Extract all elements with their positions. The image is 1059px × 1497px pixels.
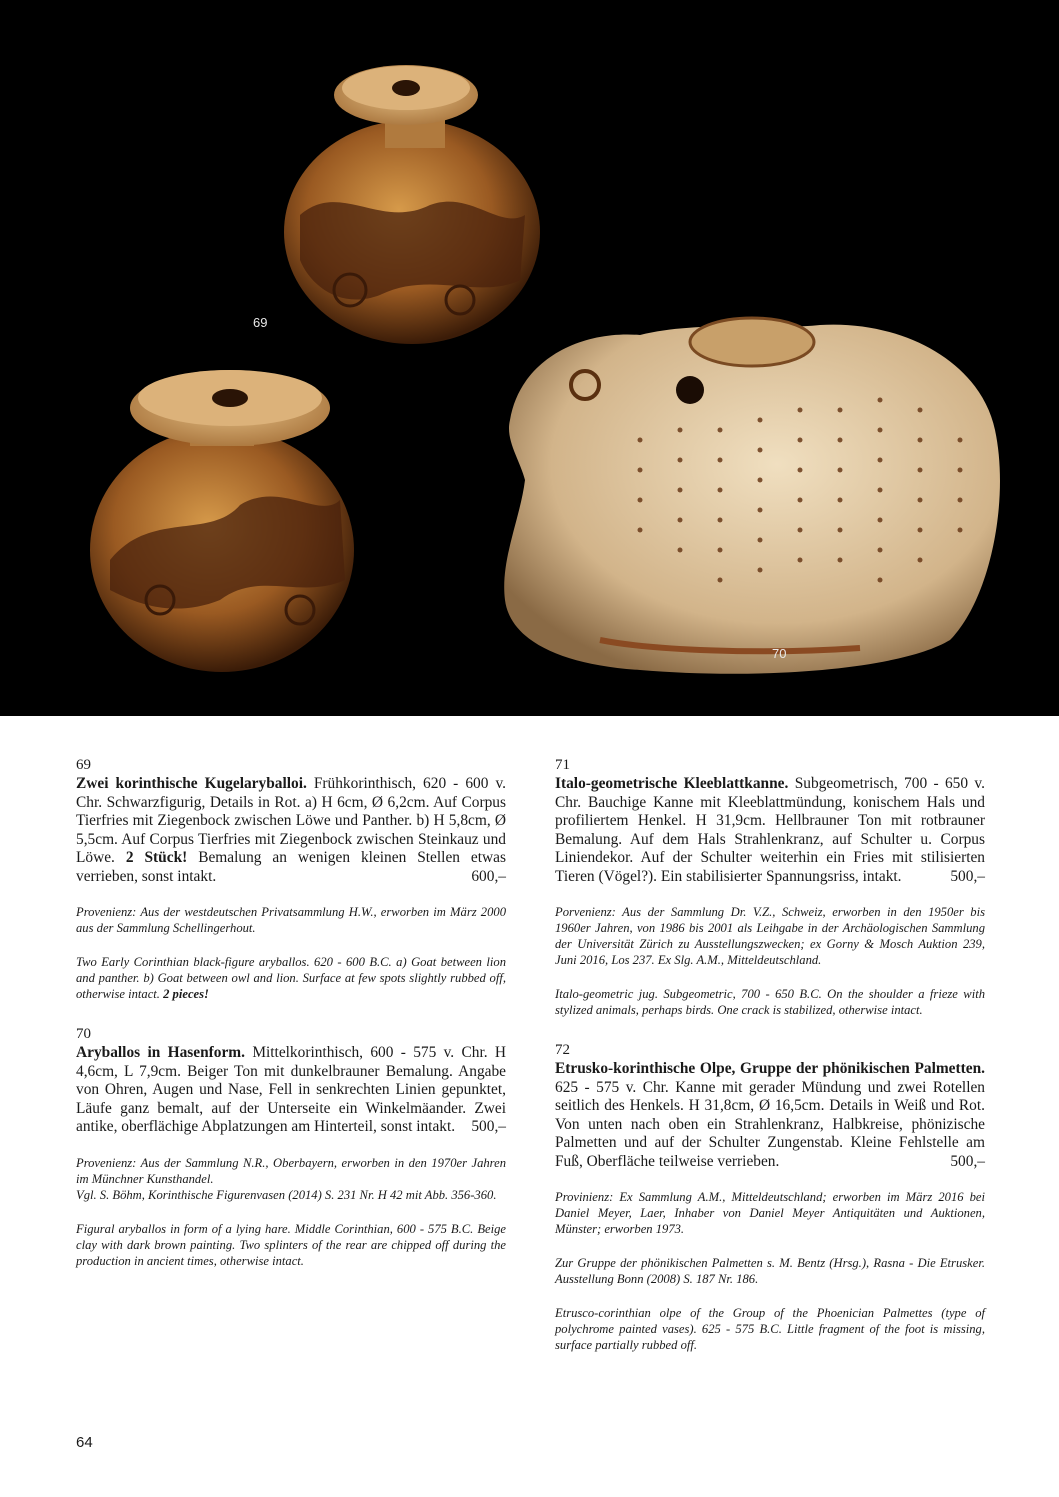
lot-72: [555, 1040, 985, 1353]
lot-provenance: Provinienz: Ex Sammlung A.M., Mitteldeutschland; erworben im März 2016 bei Daniel Meyer, Laer, Inhaber von Daniel Meyer Antiquitäten und Auktionen, Münster; erworben 1973.: [555, 1190, 985, 1236]
provenance-text: Provenienz: Aus der Sammlung N.R., Oberbayern, erworben in den 1970er Jahren im Münchner Kunsthandel.: [76, 1155, 506, 1186]
lot-english: Etrusco-corinthian olpe of the Group of the Phoenician Palmettes (type of polychrome painted vases). 625 - 575 B.C. Little fragment of the foot is missing, surface partially rubbed off.: [555, 1306, 985, 1352]
lot-title: Etrusko-korinthische Olpe, Gruppe der phönikischen Palmetten.: [555, 1060, 985, 1077]
lot-description: [76, 775, 506, 886]
lot-provenance: Provenienz: Aus der westdeutschen Privatsammlung H.W., erworben im März 2000 aus der Sammlung Schellingerhout.: [76, 905, 506, 935]
lot-70: [76, 1024, 506, 1269]
lot-price: 500,–: [950, 867, 985, 885]
lot-number: 72: [555, 1042, 570, 1058]
lot-price: 600,–: [471, 867, 506, 885]
lot-description: [76, 1044, 506, 1137]
lot-text: Subgeometrisch, 700 - 650 v. Chr. Bauchige Kanne mit Kleeblattmündung, konischem Hals und profiliertem Henkel. H 31,9cm. Hellbrauner Ton mit rotbrauner Bemalung. Auf dem Hals Strahlenkranz, auf Schulter u. Corpus Liniendekor. Auf der Schulter weiterhin ein Fries mit stilisierten Tieren (Vögel?). Ein stabilisierter Spannungsriss, intakt.: [555, 775, 985, 885]
lot-english: Figural aryballos in form of a lying hare. Middle Corinthian, 600 - 575 B.C. Beige clay with dark brown painting. Two splinters of the rear are chipped off during the production in ancient times, otherwise intact.: [76, 1221, 506, 1268]
lot-text: 625 - 575 v. Chr. Kanne mit gerader Mündung und zwei Rotellen seitlich des Henkels. H 31,8cm, Ø 16,5cm. Details in Weiß und Rot. Von unten nach oben ein Strahlenkranz, Halbkreise, phönizische Palmetten und auf der Schulter Zungenstab. Kleine Fehlstelle am Fuß, Oberfläche teilweise verrieben.: [555, 1078, 985, 1170]
lot-69: [76, 755, 506, 1002]
label-70: 70: [772, 646, 787, 661]
lot-description: [555, 775, 985, 886]
vases-illustration: [0, 0, 1059, 716]
lot-provenance: [76, 1155, 506, 1203]
lot-title: Aryballos in Hasenform.: [76, 1044, 245, 1061]
lot-number: 71: [555, 757, 570, 773]
right-column: [555, 755, 985, 1375]
lot-price: 500,–: [950, 1152, 985, 1170]
lot-reference: Zur Gruppe der phönikischen Palmetten s. M. Bentz (Hrsg.), Rasna - Die Etrusker. Ausstellung Bonn (2008) S. 187 Nr. 186.: [555, 1256, 985, 1286]
lot-provenance: Porvenienz: Aus der Sammlung Dr. V.Z., Schweiz, erworben in den 1950er bis 1960er Jahren, von 1986 bis 2001 als Leihgabe in der Archäologischen Sammlung der Universität Zürich zu Ausstellungszwecken; ex Gorny & Mosch Auktion 239, Juni 2016, Los 237. Ex Slg. A.M., Mitteldeutschland.: [555, 905, 985, 967]
english-quantity: 2 pieces!: [163, 987, 209, 1001]
lot-english: Italo-geometric jug. Subgeometric, 700 - 650 B.C. On the shoulder a frieze with stylized animals, perhaps birds. One crack is stabilized, otherwise intact.: [555, 987, 985, 1017]
lot-text: Frühkorinthisch, 620 - 600 v. Chr. Schwarzfigurig, Details in Rot. a) H 6cm, Ø 6,2cm. Auf Corpus Tierfries mit Ziegenbock zwischen Löwe und Panther. b) H 5,8cm, Ø 5,5cm. Auf Corpus Tierfries mit Ziegenbock zwischen Steinkauz und Löwe.: [76, 775, 506, 866]
hare-aryballos-70: [504, 318, 1000, 674]
lot-title: Zwei korinthische Kugelaryballoi.: [76, 775, 307, 792]
lot-number: 70: [76, 1026, 91, 1042]
lot-description: [555, 1060, 985, 1171]
lot-reference: Vgl. S. Böhm, Korinthische Figurenvasen (2014) S. 231 Nr. H 42 mit Abb. 356-360.: [76, 1187, 497, 1202]
lot-condition: Bemalung an wenigen kleinen Stellen etwas verrieben, sonst intakt.: [76, 849, 506, 885]
lot-price: 500,–: [471, 1118, 506, 1135]
lot-english: [76, 954, 506, 1002]
aryballos-69a: [284, 65, 540, 344]
page-number: 64: [76, 1434, 93, 1451]
english-text: Two Early Corinthian black-figure aryballos. 620 - 600 B.C. a) Goat between lion and panther. b) Goat between owl and lion. Surface at few spots slightly rubbed off, otherwise intact.: [76, 955, 506, 1001]
lot-71: [555, 755, 985, 1018]
lot-text: Mittelkorinthisch, 600 - 575 v. Chr. H 4,6cm, L 7,9cm. Beiger Ton mit dunkelbrauner Bemalung. Angabe von Ohren, Augen und Nase, Fell in senkrechten Linien gepunktet, Läufe ganz bemalt, auf der Unterseite ein Winkelmäander. Zwei antike, oberflächige Abplatzungen am Hinterteil, sonst intakt.: [76, 1044, 506, 1135]
lot-title: Italo-geometrische Kleeblattkanne.: [555, 775, 789, 792]
left-column: [76, 755, 506, 1291]
lot-number: 69: [76, 757, 91, 773]
aryballos-69b: [90, 370, 354, 672]
label-69: 69: [253, 315, 268, 330]
photo-panel: [0, 0, 1059, 716]
lot-quantity: 2 Stück!: [125, 849, 188, 866]
